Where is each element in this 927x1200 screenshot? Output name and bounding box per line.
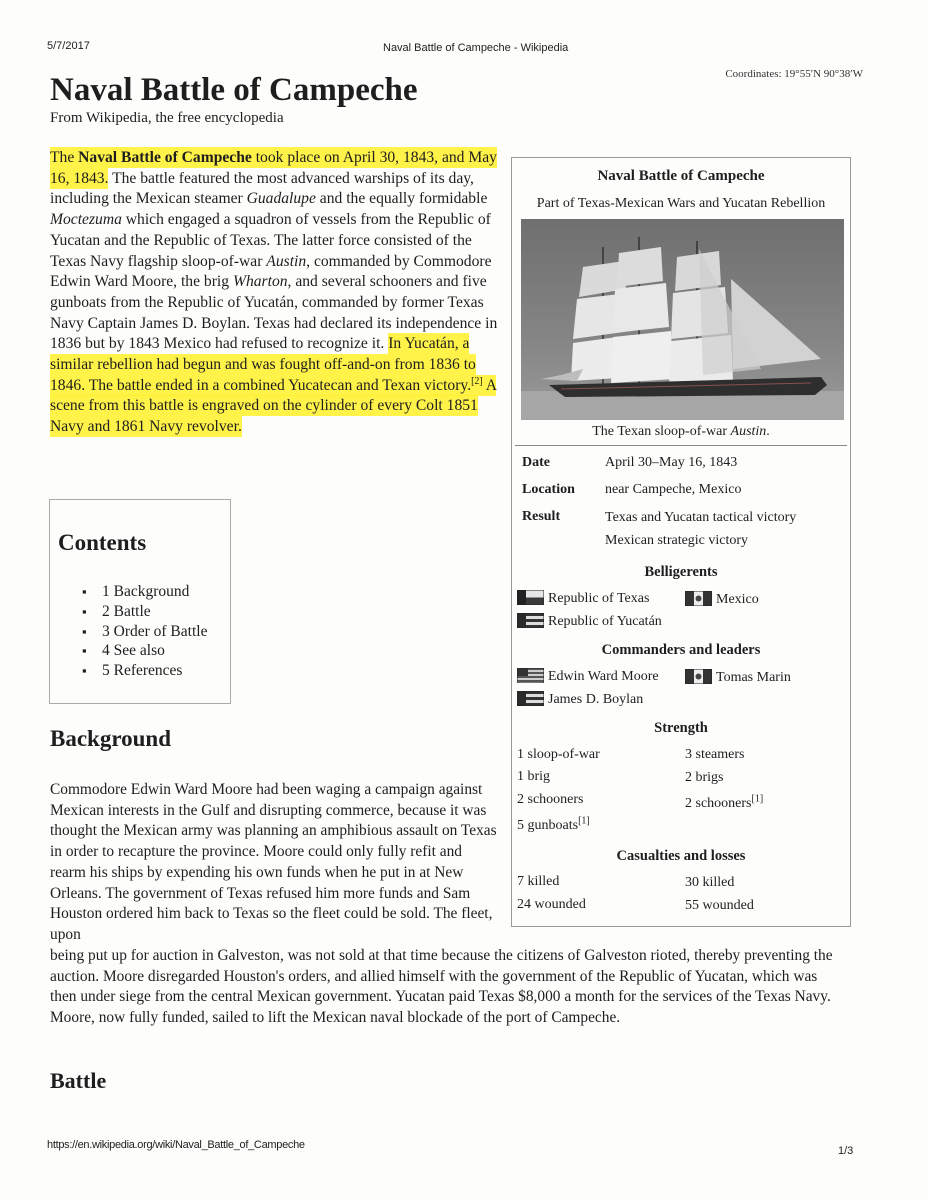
date-value: April 30–May 16, 1843 (605, 455, 738, 470)
location-label: Location (522, 482, 575, 497)
link-austin[interactable]: Austin (266, 252, 307, 270)
commanders-heading: Commanders and leaders (601, 642, 761, 658)
casualties-right: 30 killed (685, 875, 735, 890)
background-paragraph: Commodore Edwin Ward Moore had been waging a campaign against Mexican interests in the Gulf and disrupting commerce, because it was thought the Mexican army was planning an amphibious assault on Texas in order to recapture the province. Moore could only fully refit and rearm his ships by expending his own funds when he put in at New Orleans. The government of Texas refused him more funds and Sam Houston ordered him back to Texas so the fleet could be sold. The fleet, upon (50, 781, 497, 943)
reference-1[interactable]: [1] (751, 793, 764, 805)
mexico-flag-icon (685, 669, 712, 684)
toc-list (82, 582, 207, 681)
commander-moore[interactable]: Edwin Ward Moore (517, 668, 659, 685)
link-guadalupe[interactable]: Guadalupe (246, 190, 316, 208)
casualties-left: 7 killed (517, 874, 560, 889)
section-heading-background: Background (50, 726, 172, 751)
reference-2[interactable]: [2] (471, 375, 483, 387)
commander-boylan[interactable]: James D. Boylan (517, 691, 643, 708)
page-title: Naval Battle of Campeche (50, 72, 418, 108)
infobox-subtitle: Part of Texas-Mexican Wars and Yucatan Rebellion (536, 196, 826, 211)
print-url: https://en.wikipedia.org/wiki/Naval_Battle_of_Campeche (47, 1139, 305, 1151)
toc-item[interactable]: ▪ 2 Battle (82, 602, 207, 622)
intro-paragraph: The Naval Battle of Campeche took place on April 30, 1843, and May 16, 1843. The battle featured the most advanced warships of its day, including the Mexican steamer Guadalupe and the equally formidable Moctezuma which engaged a squadron of vessels from the Republic of Yucatan and the Republic of Texas. The latter force consisted of the Texas Navy flagship sloop-of-war Austin, commanded by Commodore Edwin Ward Moore, the brig Wharton, and several schooners and five gunboats from the Republic of Yucatán, commanded by former Texas Navy Captain James D. Boylan. Texas had declared its independence in 1836 but by 1843 Mexico had refused to recognize it. In Yucatán, a similar rebellion had begun and was fought off-and-on from 1836 to 1846. The battle ended in a combined Yucatecan and Texan victory.[2] A scene from this battle is engraved on the cylinder of every Colt 1851 Navy and 1861 Navy revolver. (50, 149, 498, 436)
section-heading-battle: Battle (50, 1068, 107, 1093)
casualties-left: 24 wounded (517, 897, 586, 912)
casualties-right: 55 wounded (685, 898, 754, 913)
table-of-contents (49, 499, 231, 704)
strength-right: 3 steamers (685, 747, 745, 762)
location-value: near Campeche, Mexico (605, 482, 742, 497)
strength-right: 2 brigs (685, 770, 724, 785)
belligerent-mexico[interactable]: Mexico (685, 591, 759, 608)
belligerent-yucatan[interactable]: Republic of Yucatán (517, 613, 662, 630)
belligerents-heading: Belligerents (644, 564, 718, 580)
result-label: Result (522, 509, 561, 524)
toc-title: Contents (58, 530, 147, 555)
infobox-divider (515, 445, 847, 446)
link-moctezuma[interactable]: Moctezuma (50, 211, 122, 229)
yucatan-flag-icon (517, 613, 544, 628)
strength-right: 2 schooners[1] (685, 793, 764, 811)
texas-flag-icon (517, 668, 544, 683)
strength-left: 5 gunboats[1] (517, 815, 590, 833)
toc-item[interactable]: ▪ 5 References (82, 661, 207, 681)
page-subtitle: From Wikipedia, the free encyclopedia (50, 110, 284, 126)
ship-image[interactable] (521, 219, 844, 420)
mexico-flag-icon (685, 591, 712, 606)
strength-left: 2 schooners (517, 792, 584, 807)
infobox-title: Naval Battle of Campeche (597, 168, 765, 184)
yucatan-flag-icon (517, 691, 544, 706)
print-page-number: 1/3 (838, 1145, 854, 1157)
print-page-title: Naval Battle of Campeche - Wikipedia (383, 42, 569, 54)
toc-item[interactable]: ▪ 1 Background (82, 582, 207, 602)
strength-heading: Strength (654, 720, 708, 736)
commander-marin[interactable]: Tomas Marin (685, 669, 791, 686)
toc-item[interactable]: ▪ 3 Order of Battle (82, 622, 207, 642)
reference-1[interactable]: [1] (578, 815, 590, 827)
infobox (511, 157, 851, 927)
result-value: Mexican strategic victory (605, 533, 749, 548)
date-label: Date (522, 455, 550, 470)
link-wharton[interactable]: Wharton (232, 273, 288, 291)
texas-flag-icon (517, 590, 544, 605)
casualties-heading: Casualties and losses (616, 848, 746, 864)
coordinates[interactable]: Coordinates: 19°55′N 90°38′W (725, 68, 863, 80)
toc-item[interactable]: ▪ 4 See also (82, 641, 207, 661)
belligerent-texas[interactable]: Republic of Texas (517, 590, 649, 607)
background-paragraph-continued: being put up for auction in Galveston, was not sold at that time because the citizens of Galveston rioted, thereby preventing the auction. Moore disregarded Houston's orders, and allied himself with the government of the Republic of Yucatan, which was then under siege from the central Mexican government. Yucatan paid Texas $8,000 a month for the services of the Texas Navy. Moore, now fully funded, sailed to lift the Mexican naval blockade of the port of Campeche. (50, 947, 833, 1027)
print-date: 5/7/2017 (47, 40, 90, 52)
strength-left: 1 sloop-of-war (517, 747, 600, 762)
result-value: Texas and Yucatan tactical victory (605, 510, 797, 525)
strength-left: 1 brig (517, 769, 551, 784)
image-caption: The Texan sloop-of-war Austin. (592, 424, 770, 439)
